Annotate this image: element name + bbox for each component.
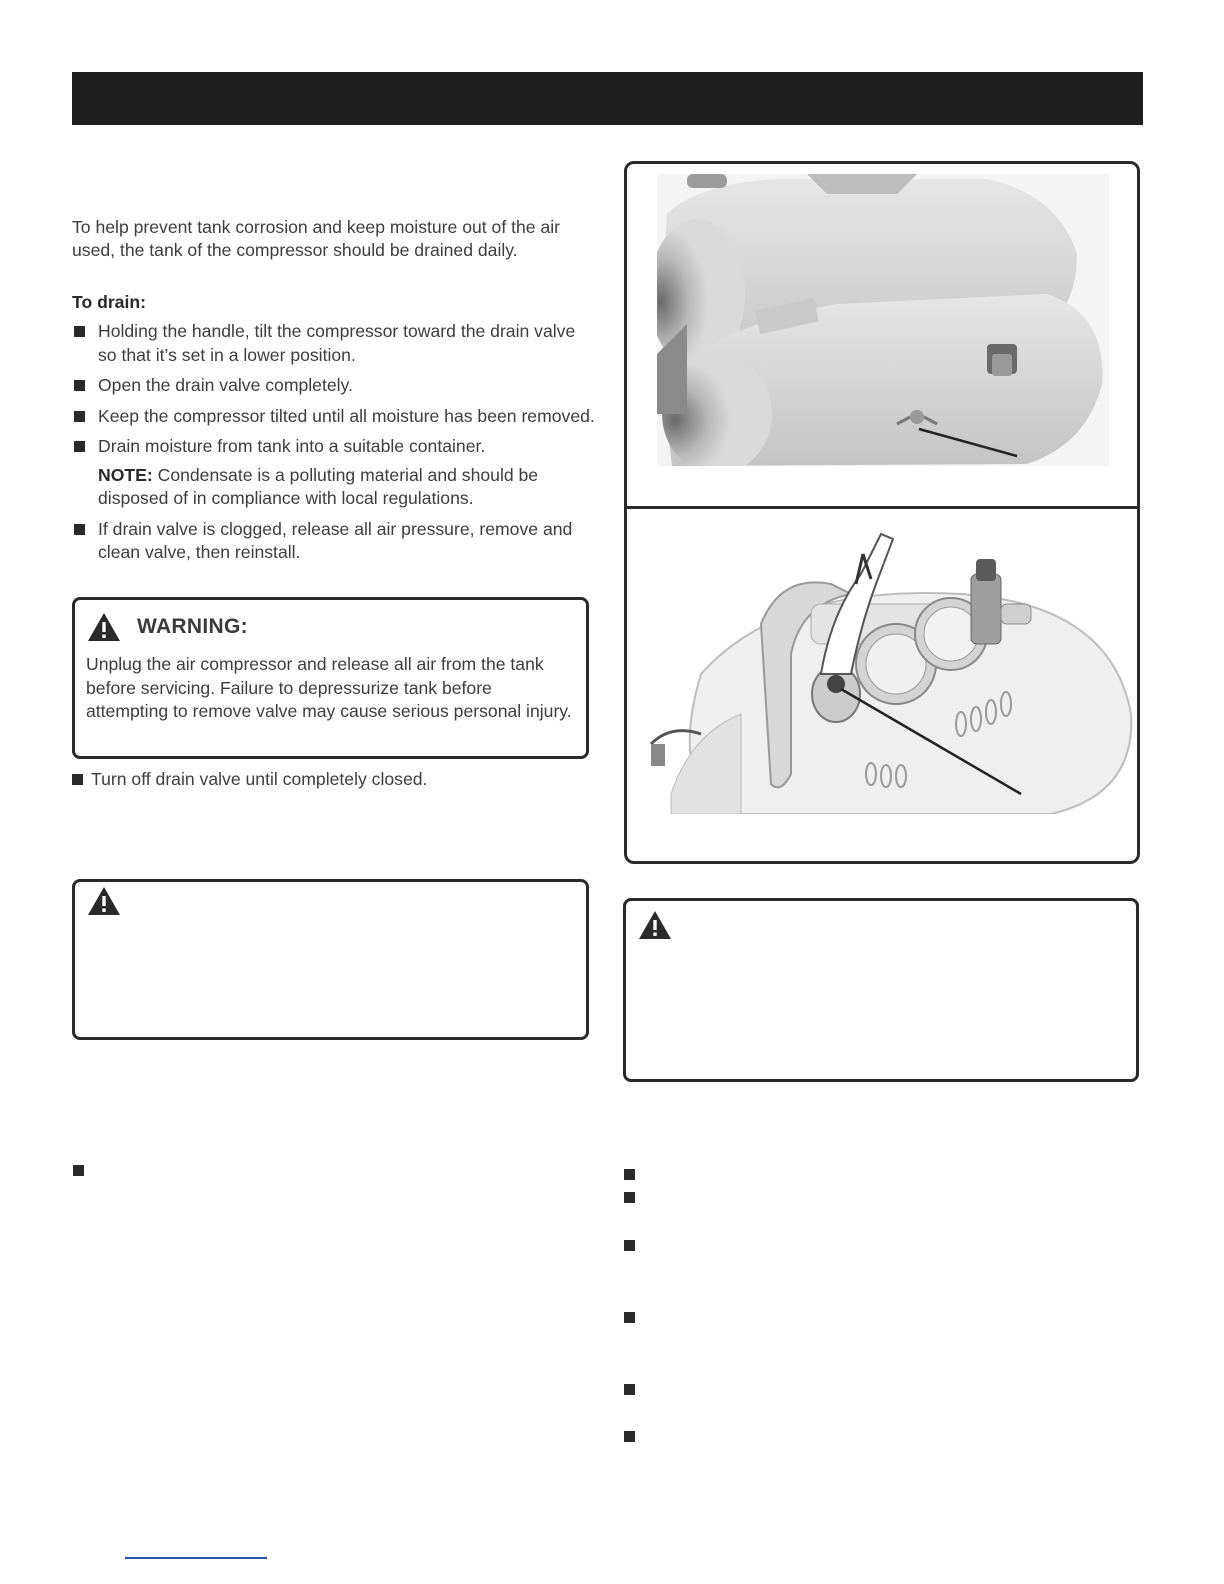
square-bullet-icon — [624, 1192, 635, 1203]
square-bullet-icon — [72, 774, 83, 785]
square-bullet-icon — [74, 411, 85, 422]
square-bullet-icon — [624, 1240, 635, 1251]
warning-text: Unplug the air compressor and release all air from the tank before servicing. Failure to depressurize tank before attempting to remove valve may cause serious personal injury. — [86, 654, 572, 721]
drain-valve-closeup-illustration — [631, 514, 1137, 814]
condensate-note: NOTE: Condensate is a polluting material and should be disposed of in compliance with local regulations. — [98, 464, 539, 508]
to-drain-subhead: To drain: — [72, 292, 146, 312]
square-bullet-icon — [74, 326, 85, 337]
square-bullet-icon — [624, 1384, 635, 1395]
warning-title: WARNING: — [137, 615, 248, 638]
drain-intro: To help prevent tank corrosion and keep moisture out of the air used, the tank of the compressor should be drained daily. — [72, 217, 561, 260]
square-bullet-icon — [624, 1431, 635, 1442]
list-item: If drain valve is clogged, release all air pressure, remove and clean valve, then reinstall. — [72, 518, 597, 565]
list-item: Holding the handle, tilt the compressor toward the drain valve so that it’s set in a lower position. — [72, 320, 597, 367]
square-bullet-icon — [624, 1169, 635, 1180]
square-bullet-icon — [74, 524, 85, 535]
warning-box — [72, 597, 589, 759]
list-item: Open the drain valve completely. — [72, 374, 597, 398]
warning-triangle-icon — [638, 910, 672, 940]
warning-box-empty — [623, 898, 1139, 1082]
drain-steps-list — [72, 320, 597, 572]
warning-triangle-icon — [87, 886, 121, 916]
section-header-bar — [72, 72, 1143, 125]
warning-triangle-icon — [87, 612, 121, 642]
figure-divider — [627, 506, 1137, 509]
list-item: Keep the compressor tilted until all moisture has been removed. — [72, 405, 597, 429]
footer-link-underline — [125, 1557, 267, 1559]
square-bullet-icon — [624, 1312, 635, 1323]
warning-box-empty — [72, 879, 589, 1040]
square-bullet-icon — [74, 441, 85, 452]
closing-step: Turn off drain valve until completely closed. — [72, 768, 427, 791]
list-item: Drain moisture from tank into a suitable container. — [72, 435, 597, 459]
square-bullet-icon — [74, 380, 85, 391]
figure-panel — [624, 161, 1140, 864]
warning-heading — [87, 612, 248, 642]
square-bullet-icon — [73, 1165, 84, 1176]
compressor-tanks-illustration — [657, 174, 1109, 466]
